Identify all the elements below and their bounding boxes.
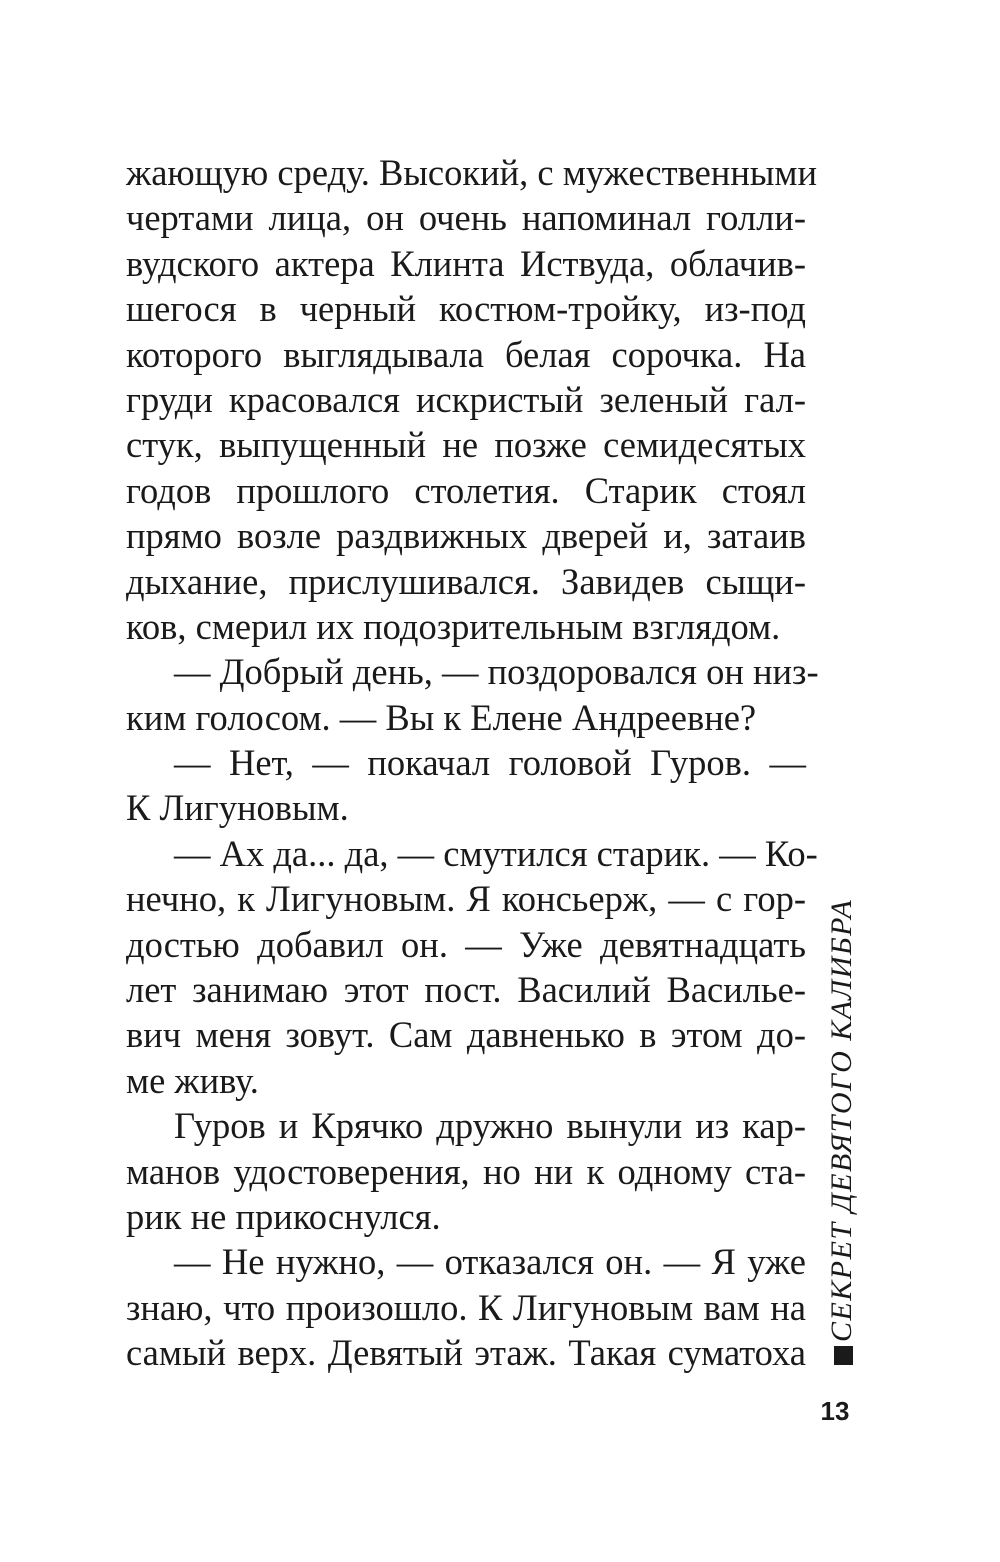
text-line: знаю, что произошло. К Лигуновым вам на	[126, 1286, 806, 1328]
text-line: которого выглядывала белая сорочка. На	[126, 333, 806, 375]
text-line: самый верх. Девятый этаж. Такая суматоха	[126, 1332, 806, 1374]
text-line: шегося в черный костюм-тройку, из-под	[126, 288, 806, 330]
text-line: вудского актера Клинта Иствуда, облачив-	[126, 242, 806, 284]
text-line: ме живу.	[126, 1059, 259, 1101]
text-line: — Нет, — покачал головой Гуров. —	[174, 742, 806, 784]
text-line: дыхание, прислушивался. Завидев сыщи-	[126, 560, 806, 602]
running-title: СЕКРЕТ ДЕВЯТОГО КАЛИБРА	[825, 898, 858, 1342]
text-line: ким голосом. — Вы к Елене Андреевне?	[126, 696, 757, 738]
text-line: — Добрый день, — поздоровался он низ-	[174, 651, 819, 693]
body-text	[126, 150, 819, 1376]
text-line: нечно, к Лигуновым. Я консьерж, — с гор-	[126, 878, 806, 920]
text-line: — Не нужно, — отказался он. — Я уже	[174, 1241, 806, 1283]
text-line: К Лигуновым.	[126, 787, 349, 829]
text-line: вич меня зовут. Сам давненько в этом до-	[126, 1014, 806, 1056]
text-line: жающую среду. Высокий, с мужественными	[126, 152, 818, 193]
square-marker-icon	[834, 1346, 853, 1365]
text-line: Гуров и Крячко дружно вынули из кар-	[174, 1105, 806, 1147]
text-line: годов прошлого столетия. Старик стоял	[126, 469, 806, 511]
page-number: 13	[820, 1396, 850, 1426]
text-line: — Ах да... да, — смутился старик. — Ко-	[174, 832, 818, 874]
text-line: чертами лица, он очень напоминал голли-	[126, 197, 806, 239]
text-line: рик не прикоснулся.	[126, 1195, 441, 1237]
text-line: лет занимаю этот пост. Василий Василье-	[126, 969, 806, 1011]
text-line: прямо возле раздвижных дверей и, затаив	[126, 515, 806, 557]
text-line: ков, смерил их подозрительным взглядом.	[126, 605, 781, 647]
text-line: стук, выпущенный не позже семидесятых	[126, 424, 806, 466]
text-line: достью добавил он. — Уже девятнадцать	[126, 923, 806, 965]
text-line: манов удостоверения, но ни к одному ста-	[126, 1150, 806, 1192]
text-line: груди красовался искристый зеленый гал-	[126, 378, 806, 420]
